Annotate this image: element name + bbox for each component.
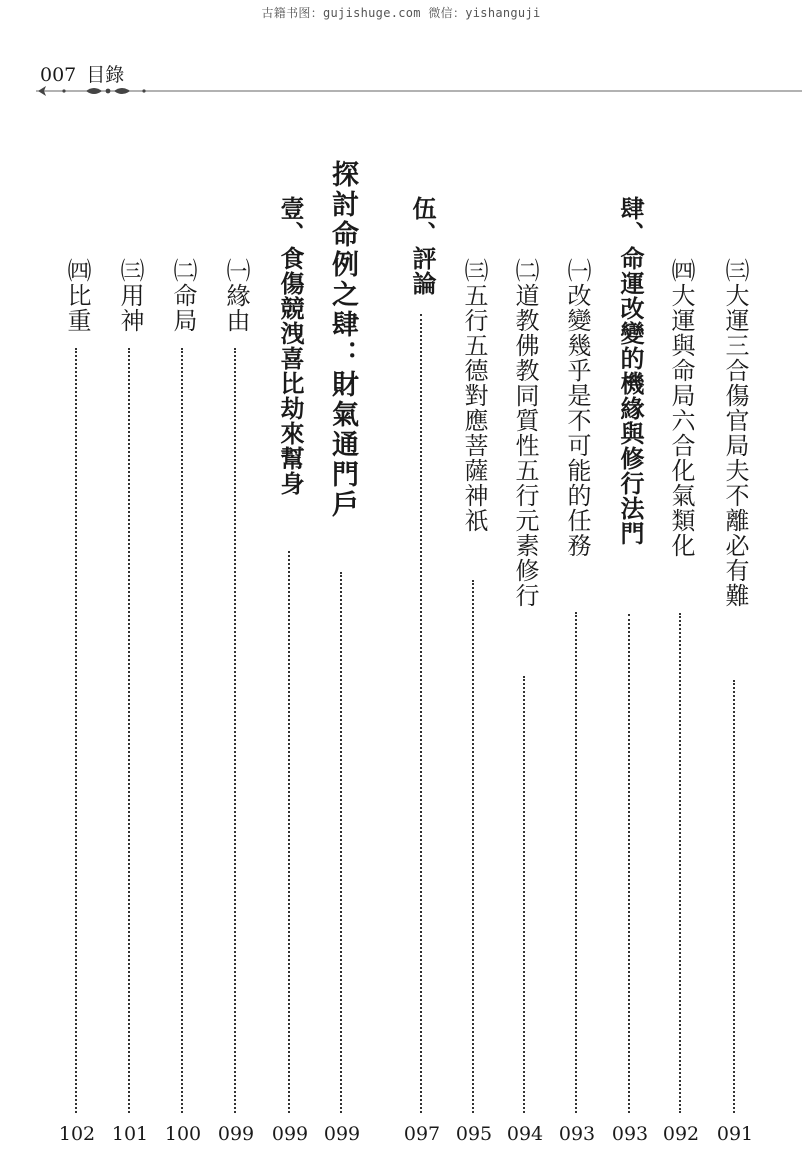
leader-dots: [575, 612, 579, 1113]
leader-dots: [420, 314, 424, 1113]
toc-entry-title: ㈣比重: [63, 258, 91, 333]
leader-dots: [128, 348, 132, 1113]
toc-entry: [166, 258, 200, 1145]
leader-dots: [288, 551, 292, 1113]
toc-entry-title: ㈠改變幾乎是不可能的任務: [563, 258, 591, 558]
ornamental-rule: [36, 83, 802, 99]
leader-dots: [628, 614, 632, 1113]
toc-entry-title: ㈠緣由: [222, 258, 250, 333]
leader-dots: [340, 572, 344, 1113]
toc-entry-title: 伍、評論: [408, 196, 436, 296]
leader-dots: [472, 580, 476, 1113]
toc-entry: [219, 258, 253, 1145]
toc-section-entry: [273, 196, 307, 1145]
toc-entry: [664, 258, 698, 1145]
page-title: 目錄: [86, 64, 125, 86]
toc-entry-page: 100: [164, 1123, 202, 1145]
toc-part-entry: [325, 160, 359, 1145]
toc-entry-title: ㈡道教佛教同質性五行元素修行: [511, 258, 539, 608]
toc-entry-title: ㈢大運三合傷官局夫不離必有難: [721, 258, 749, 608]
toc-entry: [113, 258, 147, 1145]
toc-entry-page: 102: [58, 1123, 96, 1145]
toc-entry: [508, 258, 542, 1145]
toc-entry-page: 099: [217, 1123, 255, 1145]
toc-entry-title: ㈢用神: [116, 258, 144, 333]
toc-entry-page: 095: [455, 1123, 493, 1145]
leader-dots: [75, 348, 79, 1113]
toc-entry-title: ㈣大運與命局六合化氣類化: [667, 258, 695, 558]
toc-entry-page: 101: [111, 1123, 149, 1145]
toc-entry-page: 094: [506, 1123, 544, 1145]
toc-entry-title: 肆、命運改變的機緣與修行法門: [616, 196, 644, 546]
toc-entry-page: 091: [716, 1123, 754, 1145]
watermark-text: 古籍书图：gujishuge.com 微信：yishanguji: [261, 6, 541, 20]
toc-entry-title: ㈡命局: [169, 258, 197, 333]
toc-entry-title: 壹、食傷競洩喜比劫來幫身: [276, 196, 304, 496]
toc-entry-title: 探討命例之肆：財氣通門戶: [327, 160, 358, 520]
leader-dots: [733, 680, 737, 1113]
toc-section-entry: [405, 196, 439, 1145]
leader-dots: [234, 348, 238, 1113]
leader-dots: [679, 613, 683, 1113]
toc-section-entry: [613, 196, 647, 1145]
page-number: 007: [40, 64, 77, 86]
leader-dots: [181, 348, 185, 1113]
toc-entry-page: 097: [403, 1123, 441, 1145]
toc-entry-page: 099: [271, 1123, 309, 1145]
toc-entry: [560, 258, 594, 1145]
toc-entry: [60, 258, 94, 1145]
toc-entry: [457, 258, 491, 1145]
toc-entry-page: 092: [662, 1123, 700, 1145]
toc-entry: [718, 258, 752, 1145]
toc-entry-title: ㈢五行五德對應菩薩神祇: [460, 258, 488, 533]
toc-entry-page: 093: [558, 1123, 596, 1145]
leader-dots: [523, 676, 527, 1113]
toc-entry-page: 093: [611, 1123, 649, 1145]
toc-entry-page: 099: [323, 1123, 361, 1145]
